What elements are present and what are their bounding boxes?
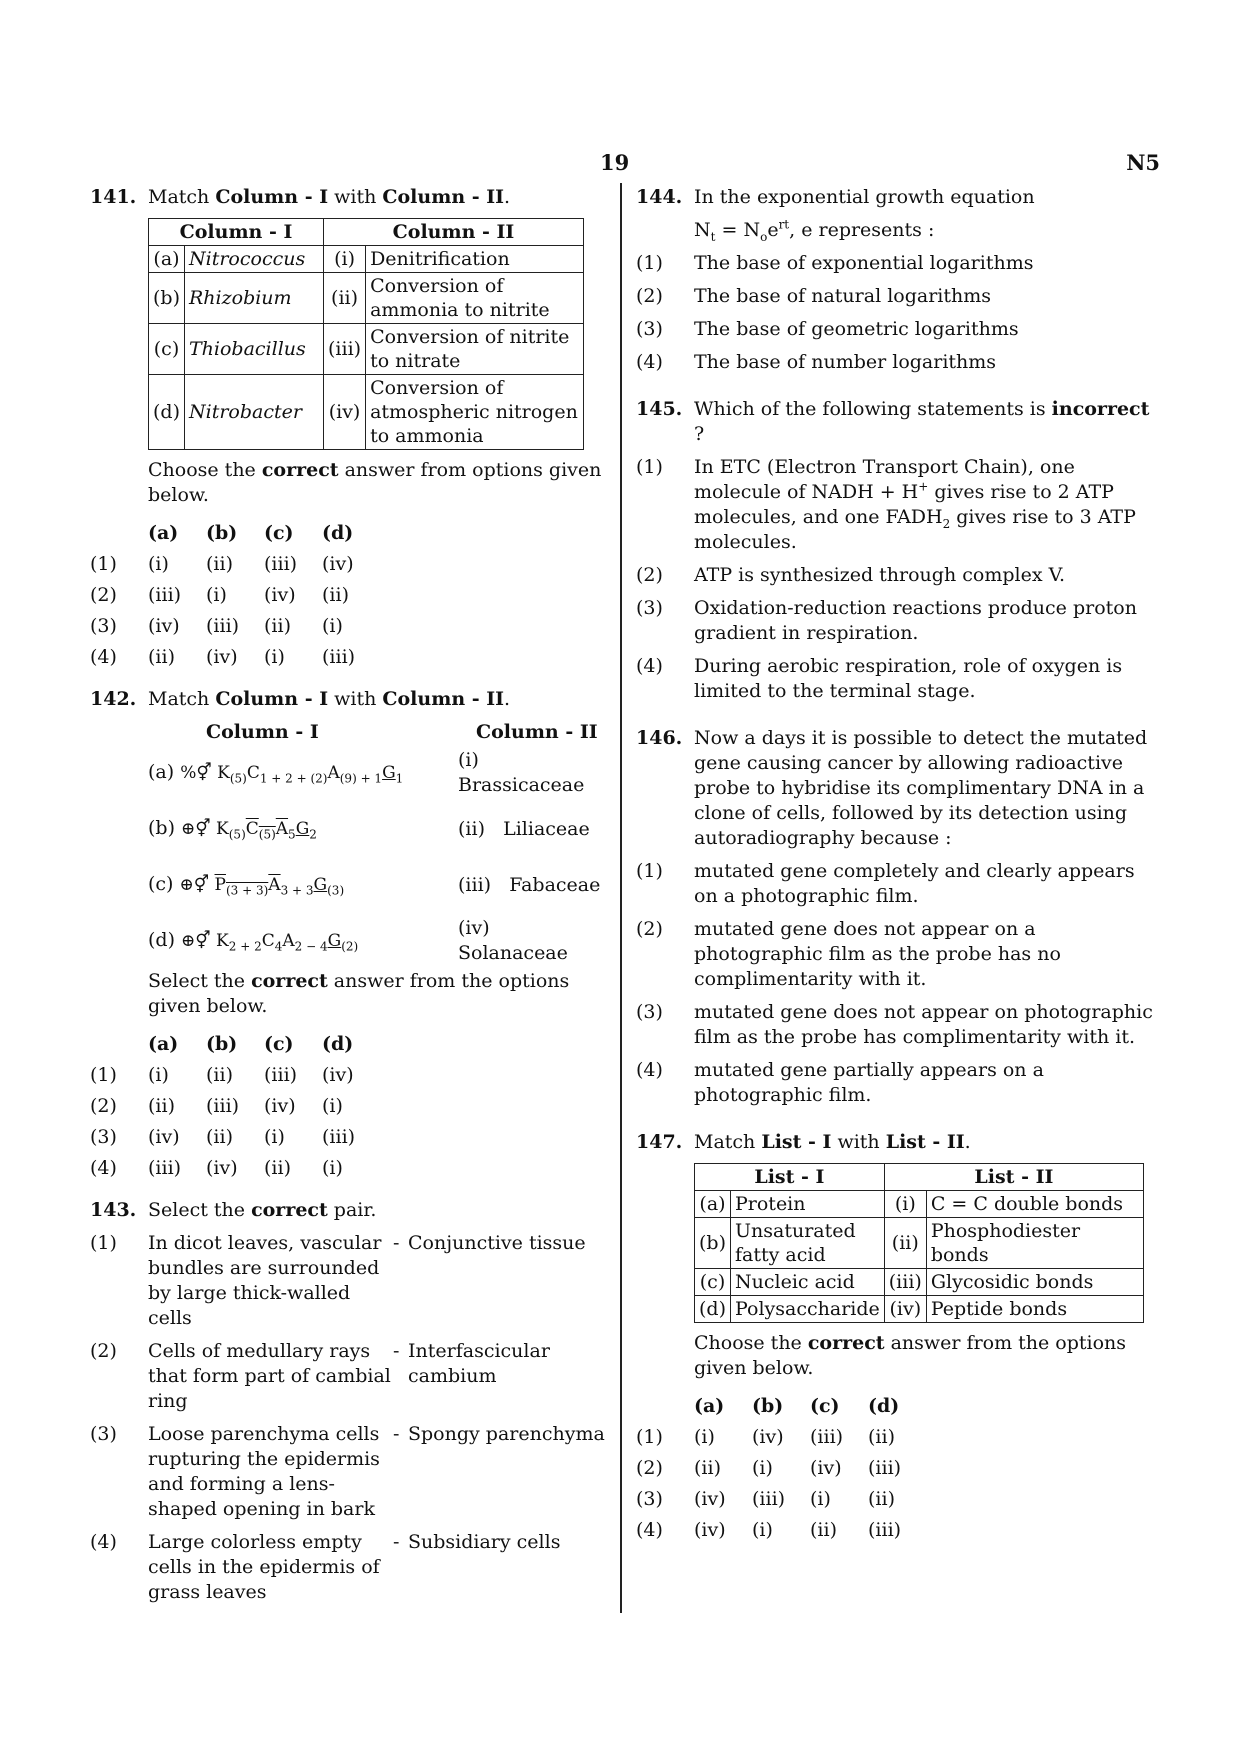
answer-option-2[interactable]: (2) (ii) (i) (iv) (iii) <box>636 1457 902 1479</box>
floral-formula: %⚥ $K_{(5)}C_{1 + 2 + (2)}A_{(9) + 1}G_1$ <box>180 763 404 786</box>
right-column <box>636 185 1156 1560</box>
answer-option-2[interactable]: (2) ATP is synthesized through complex V. <box>636 564 1066 586</box>
answer-option-4[interactable]: (4) (iii) (iv) (ii) (i) <box>90 1157 343 1179</box>
instruction: Choose the correct answer from the options given below. <box>694 1332 1127 1379</box>
answer-option-2[interactable]: (2) The base of natural logarithms <box>636 285 991 307</box>
column-divider <box>620 183 622 1613</box>
answer-option-1[interactable]: (1) mutated gene completely and clearly appears on a photographic film. <box>636 860 1135 907</box>
answer-option-1[interactable]: (1) (i) (ii) (iii) (iv) <box>90 1064 354 1086</box>
answer-option-3[interactable]: (3) The base of geometric logarithms <box>636 318 1019 340</box>
question-145 <box>636 397 1156 704</box>
table-row: (b) Unsaturated fatty acid (ii) Phosphodiester bonds <box>695 1218 1144 1269</box>
formula-row: (b) ⊕⚥ $K_{(5)}C_{(5)}A_5G_2$ (ii) Liliaceae <box>148 817 590 842</box>
table-row: (c) Nucleic acid (iii) Glycosidic bonds <box>695 1269 1144 1296</box>
table-header: Column - I <box>149 219 324 246</box>
table-row: (b) Rhizobium (ii) Conversion of ammonia to nitrite <box>149 273 584 324</box>
answer-option-2[interactable]: (2) (iii) (i) (iv) (ii) <box>90 584 349 606</box>
question-146 <box>636 726 1156 1108</box>
answer-options: (a) (b) (c) (d) (1) (i) (ii) (iii) (iv) (2) (ii) (iii) (iv) (i) (3) (iv) (ii) (i) (iii) (4) (iii) (iv) (ii) (i) <box>90 1029 380 1184</box>
match-table <box>694 1163 1144 1323</box>
answer-option-2[interactable]: (2) (ii) (iii) (iv) (i) <box>90 1095 343 1117</box>
column-heading: Column - II <box>476 721 598 743</box>
question-number: 147. <box>636 1131 683 1153</box>
question-stem: Match List - I with List - II. <box>694 1131 971 1153</box>
table-row: (a) Nitrococcus (i) Denitrification <box>149 246 584 273</box>
answer-option-3[interactable]: (3) (iv) (iii) (i) (ii) <box>636 1488 895 1510</box>
question-number: 145. <box>636 398 683 420</box>
page-number: 19 <box>600 150 630 175</box>
answer-option-4[interactable]: (4) (ii) (iv) (i) (iii) <box>90 646 356 668</box>
booklet-code: N5 <box>1126 150 1160 175</box>
instruction: Select the correct answer from the options given below. <box>148 970 570 1017</box>
answer-option-4[interactable]: (4) The base of number logarithms <box>636 351 997 373</box>
answer-options: (a) (b) (c) (d) (1) (i) (iv) (iii) (ii) (2) (ii) (i) (iv) (iii) (3) (iv) (iii) (i) (ii) (4) (iv) (i) (ii) (iii) <box>636 1391 926 1546</box>
question-141 <box>90 185 610 673</box>
question-number: 146. <box>636 727 683 749</box>
answer-option-1[interactable]: (1) In dicot leaves, vascular bundles are surrounded by large thick-walled cells - Conjunctive tissue <box>90 1232 586 1329</box>
formula-list <box>148 745 610 969</box>
question-number: 141. <box>90 186 137 208</box>
answer-option-4[interactable]: (4) During aerobic respiration, role of oxygen is limited to the terminal stage. <box>636 655 1123 702</box>
table-header: Column - II <box>324 219 584 246</box>
floral-formula: ⊕⚥ $P_{(3 + 3)}A_{3 + 3}G_{(3)}$ <box>179 875 345 898</box>
table-row: (c) Thiobacillus (iii) Conversion of nitrite to nitrate <box>149 324 584 375</box>
answer-option-1[interactable]: (1) (i) (ii) (iii) (iv) <box>90 553 354 575</box>
answer-option-1[interactable]: (1) (i) (iv) (iii) (ii) <box>636 1426 895 1448</box>
instruction: Choose the correct answer from options given below. <box>148 459 602 506</box>
answer-option-1[interactable]: (1) The base of exponential logarithms <box>636 252 1034 274</box>
table-row: (d) Nitrobacter (iv) Conversion of atmospheric nitrogen to ammonia <box>149 375 584 450</box>
question-stem: Match Column - I with Column - II. <box>148 186 511 208</box>
answer-option-3[interactable]: (3) Loose parenchyma cells rupturing the epidermis and forming a lens-shaped opening in bark - Spongy parenchyma <box>90 1423 605 1520</box>
question-stem: In the exponential growth equation <box>694 186 1035 208</box>
table-header: List - II <box>884 1164 1143 1191</box>
question-number: 142. <box>90 688 137 710</box>
table-row: (d) Polysaccharide (iv) Peptide bonds <box>695 1296 1144 1323</box>
table-header: List - I <box>695 1164 885 1191</box>
answer-option-2[interactable]: (2) Cells of medullary rays that form part of cambial ring - Interfascicular cambium <box>90 1340 550 1412</box>
question-stem: Select the correct pair. <box>148 1199 377 1221</box>
question-number: 143. <box>90 1199 137 1221</box>
floral-formula: ⊕⚥ $K_{2 + 2}C_4A_{2 - 4}G_{(2)}$ <box>181 931 359 954</box>
answer-option-4[interactable]: (4) mutated gene partially appears on a photographic film. <box>636 1059 1044 1106</box>
answer-option-1[interactable]: (1) In ETC (Electron Transport Chain), one molecule of NADH + H+ gives rise to 2 ATP molecules, and one $FADH_2$ gives rise to 3 ATP molecules. <box>636 456 1136 553</box>
answer-option-3[interactable]: (3) mutated gene does not appear on photographic film as the probe has complimentarity with it. <box>636 1001 1153 1048</box>
answer-option-3[interactable]: (3) (iv) (iii) (ii) (i) <box>90 615 343 637</box>
answer-option-3[interactable]: (3) Oxidation-reduction reactions produce proton gradient in respiration. <box>636 597 1137 644</box>
answer-option-3[interactable]: (3) (iv) (ii) (i) (iii) <box>90 1126 356 1148</box>
answer-option-4[interactable]: (4) Large colorless empty cells in the epidermis of grass leaves - Subsidiary cells <box>90 1531 561 1603</box>
left-column <box>90 185 610 1619</box>
question-number: 144. <box>636 186 683 208</box>
question-142 <box>90 687 610 1184</box>
answer-options: (a) (b) (c) (d) (1) (i) (ii) (iii) (iv) (2) (iii) (i) (iv) (ii) (3) (iv) (iii) (ii) (i) (4) (ii) (iv) (i) (iii) <box>90 518 380 673</box>
question-stem: Which of the following statements is incorrect ? <box>694 398 1150 445</box>
question-143 <box>90 1198 610 1605</box>
formula-row: (d) ⊕⚥ $K_{2 + 2}C_4A_{2 - 4}G_{(2)}$ (iv) Solanaceae <box>148 917 568 964</box>
match-table <box>148 218 584 450</box>
question-144 <box>636 185 1156 375</box>
table-row: (a) Protein (i) C = C double bonds <box>695 1191 1144 1218</box>
growth-equation: $N_t = N_oe^{rt}$, e represents : <box>694 217 935 244</box>
formula-row: (c) ⊕⚥ $P_{(3 + 3)}A_{3 + 3}G_{(3)}$ (iii) Fabaceae <box>148 873 601 898</box>
question-stem: Now a days it is possible to detect the mutated gene causing cancer by allowing radioactive probe to hybridise its complimentary DNA in a clone of cells, followed by its detection using autoradiography because : <box>694 727 1148 849</box>
floral-formula: ⊕⚥ $K_{(5)}C_{(5)}A_5G_2$ <box>181 819 317 842</box>
formula-row: (a) %⚥ $K_{(5)}C_{1 + 2 + (2)}A_{(9) + 1}G_1$ (i) Brassicaceae <box>148 749 585 796</box>
question-147 <box>636 1130 1156 1546</box>
question-stem: Match Column - I with Column - II. <box>148 688 511 710</box>
answer-option-2[interactable]: (2) mutated gene does not appear on a photographic film as the probe has no complimentarity with it. <box>636 918 1061 990</box>
column-heading: Column - I <box>206 721 319 743</box>
answer-option-4[interactable]: (4) (iv) (i) (ii) (iii) <box>636 1519 902 1541</box>
